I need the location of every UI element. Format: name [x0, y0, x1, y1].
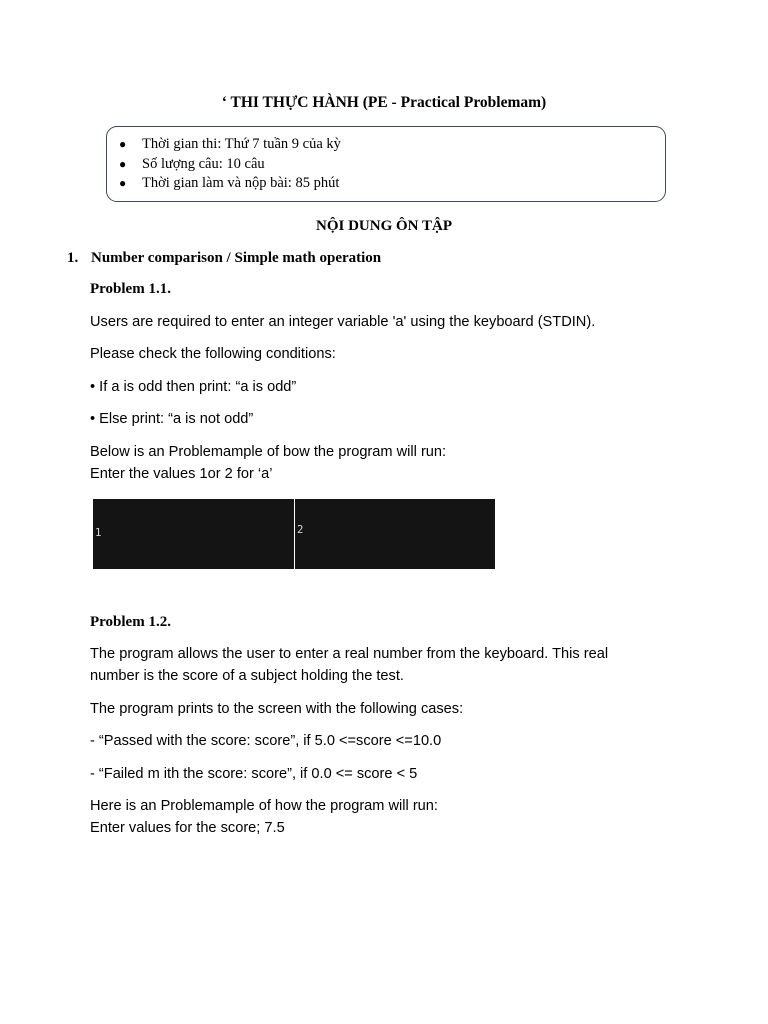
problem-1-2-text: The program prints to the screen with the following cases: [90, 701, 464, 717]
bullet-icon: ● [119, 156, 127, 171]
problem-1-1-text: Enter the values 1or 2 for ‘a’ [90, 466, 273, 482]
document-title: ‘ THI THỰC HÀNH (PE - Practical Problemam) [221, 94, 547, 111]
topic-title: Number comparison / Simple math operation [91, 250, 382, 266]
bullet-icon: ● [119, 137, 127, 151]
exam-info-item-text: Thời gian thi: Thứ 7 tuần 9 của kỳ [142, 136, 341, 152]
bullet-icon: ● [119, 176, 127, 190]
exam-info-item [119, 174, 341, 194]
exam-info-list [119, 135, 341, 194]
problem-1-2-text: Here is an Problemample of how the program will run: [90, 798, 438, 814]
problem-1-2-case: - “Failed m ith the score: score”, if 0.0 <= score < 5 [90, 766, 418, 782]
problem-1-1-condition: • If a is odd then print: “a is odd” [90, 379, 297, 395]
topic-number: 1. [67, 250, 79, 266]
console-blank-line [297, 562, 495, 570]
problem-1-1-text: Below is an Problemample of bow the program will run: [90, 444, 447, 460]
console-screenshot-1 [93, 499, 294, 569]
console-screenshot-2 [295, 499, 495, 569]
problem-1-1-title: Problem 1.1. [90, 281, 171, 297]
problem-1-2-text: number is the score of a subject holding the test. [90, 668, 404, 684]
exam-info-item [119, 155, 341, 175]
exam-info-box [106, 126, 666, 202]
exam-info-item-text: Thời gian làm và nộp bài: 85 phút [142, 175, 340, 191]
topic-heading [67, 250, 381, 267]
console-input: 1 [95, 527, 102, 539]
problem-1-1-text: Please check the following conditions: [90, 346, 336, 362]
problem-1-1-text: Users are required to enter an integer variable 'a' using the keyboard (STDIN). [90, 314, 596, 330]
console-input: 2 [297, 524, 304, 536]
exam-info-item [119, 135, 341, 155]
console-blank-line [95, 565, 294, 570]
problem-1-1-condition: • Else print: “a is not odd” [90, 411, 254, 427]
problem-1-2-text: The program allows the user to enter a real number from the keyboard. This real [90, 646, 609, 662]
section-title: NỘI DUNG ÔN TẬP [316, 218, 452, 234]
problem-1-2-case: - “Passed with the score: score”, if 5.0 <=score <=10.0 [90, 733, 442, 749]
problem-1-2-title: Problem 1.2. [90, 614, 171, 630]
exam-info-item-text: Số lượng câu: 10 câu [142, 155, 265, 172]
problem-1-2-text: Enter values for the score; 7.5 [90, 820, 285, 836]
